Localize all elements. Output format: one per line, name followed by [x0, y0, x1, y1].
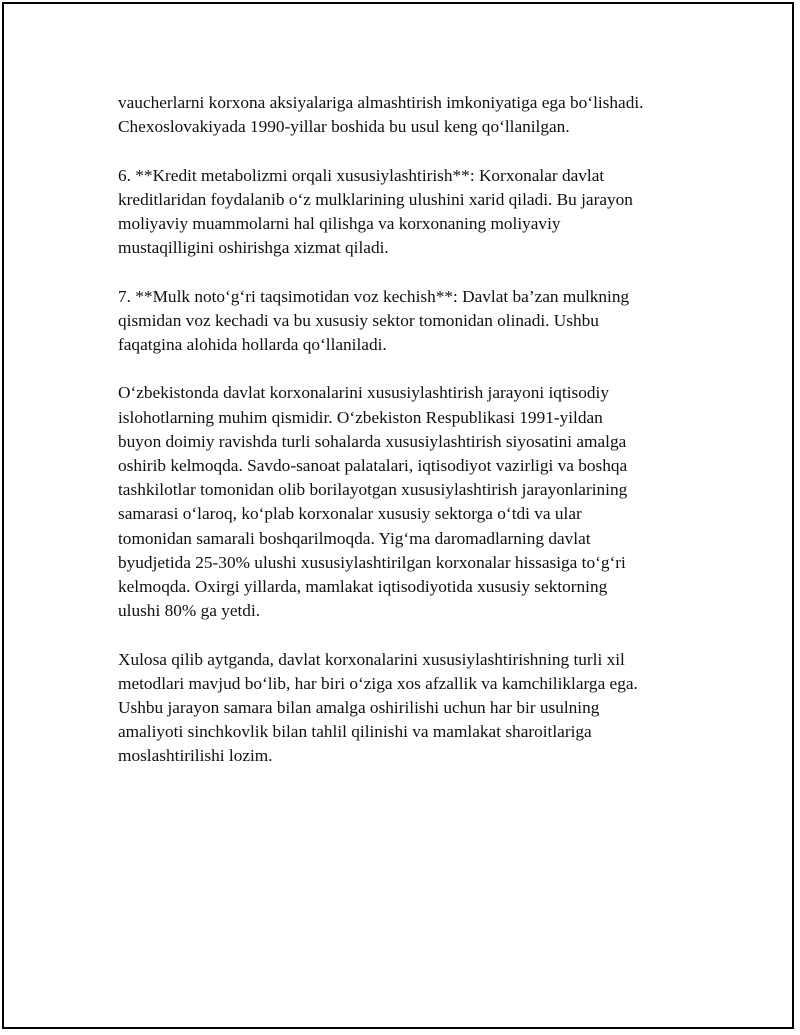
text-line: amaliyoti sinchkovlik bilan tahlil qilinishi va mamlakat sharoitlariga — [118, 722, 592, 742]
text-line: O‘zbekistonda davlat korxonalarini xususiylashtirish jarayoni iqtisodiy — [118, 383, 609, 403]
text-line: moslashtirilishi lozim. — [118, 746, 273, 766]
text-line: byudjetida 25-30% ulushi xususiylashtirilgan korxonalar hissasiga to‘g‘ri — [118, 552, 626, 572]
text-line: qismidan voz kechadi va bu xususiy sektor tomonidan olinadi. Ushbu — [118, 310, 599, 330]
text-line: moliyaviy muammolarni hal qilishga va korxonaning moliyaviy — [118, 214, 561, 233]
text-line: faqatgina alohida hollarda qo‘llaniladi. — [118, 335, 387, 354]
paragraph-uzbekistan-privatization — [118, 381, 718, 623]
text-line: metodlari mavjud bo‘lib, har biri o‘ziga xos afzallik va kamchiliklarga ega. — [118, 673, 638, 693]
text-line: samarasi o‘laroq, ko‘plab korxonalar xususiy sektorga o‘tdi va ular — [118, 504, 582, 524]
paragraph-property-waiver — [118, 285, 718, 358]
text-line: tomonidan samarali boshqarilmoqda. Yig‘ma daromadlarning davlat — [118, 528, 591, 548]
text-line: vaucherlarni korxona aksiyalariga almashtirish imkoniyatiga ega bo‘lishadi. — [118, 93, 644, 112]
text-line: 6. **Kredit metabolizmi orqali xususiylashtirish**: Korxonalar davlat — [118, 165, 605, 185]
text-line: 7. **Mulk noto‘g‘ri taqsimotidan voz kechish**: Davlat ba’zan mulkning — [118, 286, 630, 306]
text-line: ulushi 80% ga yetdi. — [118, 601, 261, 621]
document-body — [118, 91, 718, 793]
text-line: kelmoqda. Oxirgi yillarda, mamlakat iqtisodiyotida xususiy sektorning — [118, 577, 608, 597]
paragraph-voucher-continuation — [118, 91, 718, 139]
text-line: Xulosa qilib aytganda, davlat korxonalarini xususiylashtirishning turli xil — [118, 649, 625, 669]
text-line: kreditlaridan foydalanib o‘z mulklarining ulushini xarid qiladi. Bu jarayon — [118, 189, 633, 209]
text-line: oshirib kelmoqda. Savdo-sanoat palatalari, iqtisodiyot vazirligi va boshqa — [118, 456, 628, 475]
paragraph-conclusion — [118, 648, 718, 769]
text-line: Ushbu jarayon samara bilan amalga oshirilishi uchun har bir usulning — [118, 698, 600, 718]
paragraph-credit-method — [118, 164, 718, 261]
text-line: islohotlarning muhim qismidir. O‘zbekiston Respublikasi 1991-yildan — [118, 407, 603, 427]
text-line: Chexoslovakiyada 1990-yillar boshida bu usul keng qo‘llanilgan. — [118, 117, 570, 137]
text-line: mustaqilligini oshirishga xizmat qiladi. — [118, 238, 389, 258]
text-line: buyon doimiy ravishda turli sohalarda xususiylashtirish siyosatini amalga — [118, 431, 627, 451]
text-line: tashkilotlar tomonidan olib borilayotgan xususiylashtirish jarayonlarining — [118, 480, 628, 500]
